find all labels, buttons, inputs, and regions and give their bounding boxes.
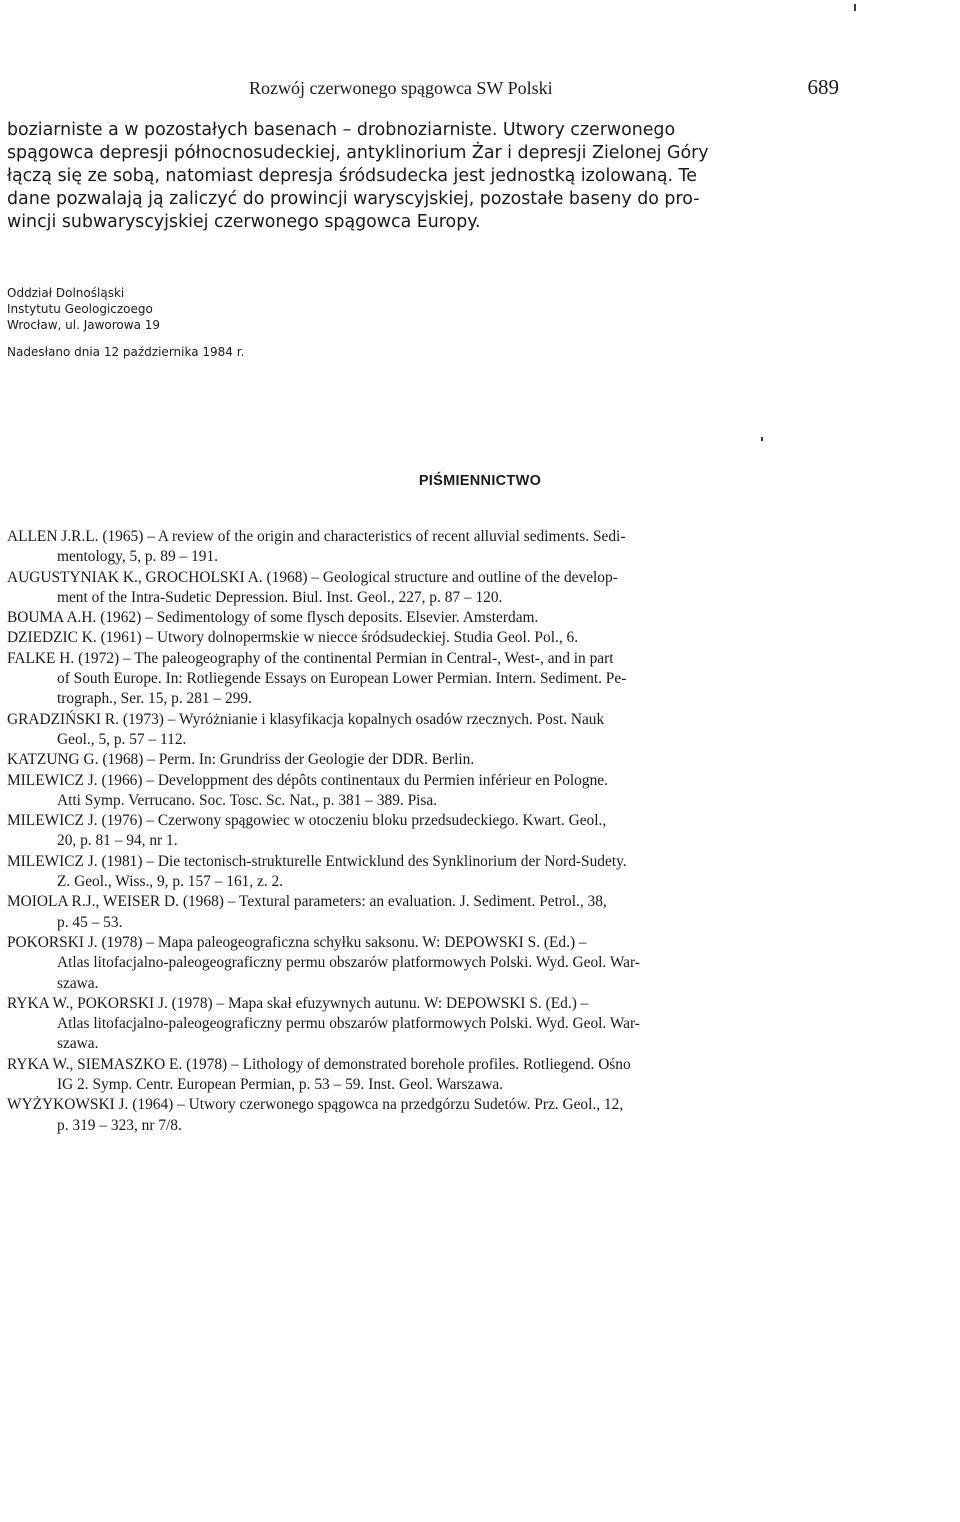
reference-entry	[7, 628, 837, 648]
reference-entry	[7, 527, 837, 568]
running-title: Rozwój czerwonego spągowca SW Polski	[249, 78, 553, 98]
scan-speck	[854, 4, 856, 11]
reference-line: mentology, 5, p. 89 – 191.	[57, 548, 219, 566]
reference-entry	[7, 811, 837, 852]
reference-entry	[7, 892, 837, 933]
reference-line: GRADZIŃSKI R. (1973) – Wyróżnianie i klasyfikacja kopalnych osadów rzecznych. Post. Nauk	[7, 710, 605, 728]
reference-entry	[7, 710, 837, 751]
reference-line: p. 45 – 53.	[57, 913, 123, 931]
reference-entry	[7, 608, 837, 628]
body-line: boziarniste a w pozostałych basenach – drobnoziarniste. Utwory czerwonego	[7, 120, 676, 140]
reference-line: Geol., 5, p. 57 – 112.	[57, 730, 187, 748]
body-line: wincji subwaryscyjskiej czerwonego spągowca Europy.	[7, 212, 481, 232]
body-paragraph	[7, 119, 840, 234]
reference-line: MILEWICZ J. (1981) – Die tectonisch-strukturelle Entwicklund des Synklinorium der Nord-Sudety.	[7, 852, 627, 870]
address-line: Oddział Dolnośląski	[7, 286, 125, 300]
reference-entry	[7, 649, 837, 710]
reference-entry	[7, 750, 837, 770]
reference-line: Atlas litofacjalno-paleogeograficzny permu obszarów platformowych Polski. Wyd. Geol. War-	[57, 954, 640, 972]
reference-line: RYKA W., POKORSKI J. (1978) – Mapa skał efuzywnych autunu. W: DEPOWSKI S. (Ed.) –	[7, 994, 589, 1012]
body-line: łączą się ze sobą, natomiast depresja śródsudecka jest jednostką izolowaną. Te	[7, 166, 697, 186]
reference-entry	[7, 933, 837, 994]
reference-line: MILEWICZ J. (1966) – Developpment des dépôts continentaux du Permien inférieur en Pologne.	[7, 771, 608, 789]
reference-line: szawa.	[57, 974, 99, 992]
reference-line: MOIOLA R.J., WEISER D. (1968) – Textural parameters: an evaluation. J. Sediment. Petrol., 38,	[7, 893, 607, 911]
reference-line: POKORSKI J. (1978) – Mapa paleogeograficzna schyłku saksonu. W: DEPOWSKI S. (Ed.) –	[7, 933, 587, 951]
body-line: dane pozwalają ją zaliczyć do prowincji waryscyjskiej, pozostałe baseny do pro-	[7, 189, 700, 209]
reference-line: Atlas litofacjalno-paleogeograficzny permu obszarów platformowych Polski. Wyd. Geol. War-	[57, 1015, 640, 1033]
reference-line: BOUMA A.H. (1962) – Sedimentology of some flysch deposits. Elsevier. Amsterdam.	[7, 609, 539, 627]
reference-entry	[7, 852, 837, 893]
reference-entry	[7, 568, 837, 609]
reference-line: DZIEDZIC K. (1961) – Utwory dolnopermskie w niecce śródsudeckiej. Studia Geol. Pol., 6.	[7, 629, 579, 647]
references-list	[7, 527, 837, 1136]
reference-line: szawa.	[57, 1035, 99, 1053]
reference-line: MILEWICZ J. (1976) – Czerwony spągowiec w otoczeniu bloku przedsudeckiego. Kwart. Geol.,	[7, 812, 607, 830]
reference-entry	[7, 1095, 837, 1136]
scan-speck	[761, 437, 763, 441]
received-date: Nadesłano dnia 12 października 1984 r.	[7, 345, 245, 359]
reference-line: KATZUNG G. (1968) – Perm. In: Grundriss der Geologie der DDR. Berlin.	[7, 751, 475, 769]
body-line: spągowca depresji północnosudeckiej, antyklinorium Żar i depresji Zielonej Góry	[7, 143, 709, 163]
reference-entry	[7, 771, 837, 812]
reference-line: AUGUSTYNIAK K., GROCHOLSKI A. (1968) – Geological structure and outline of the develop-	[7, 568, 618, 586]
page-number: 689	[807, 75, 839, 99]
address-line: Wrocław, ul. Jaworowa 19	[7, 318, 161, 332]
reference-line: trograph., Ser. 15, p. 281 – 299.	[57, 690, 252, 708]
reference-line: of South Europe. In: Rotliegende Essays on European Lower Permian. Intern. Sediment. Pe-	[57, 670, 627, 688]
author-address	[7, 285, 160, 333]
reference-line: RYKA W., SIEMASZKO E. (1978) – Lithology of demonstrated borehole profiles. Rotliegend. Ośno	[7, 1055, 631, 1073]
reference-line: WYŻYKOWSKI J. (1964) – Utwory czerwonego spągowca na przedgórzu Sudetów. Prz. Geol., 12,	[7, 1096, 624, 1114]
reference-line: FALKE H. (1972) – The paleogeography of the continental Permian in Central-, West-, and in part	[7, 649, 614, 667]
reference-line: ment of the Intra-Sudetic Depression. Biul. Inst. Geol., 227, p. 87 – 120.	[57, 588, 503, 606]
references-heading: PIŚMIENNICTWO	[418, 473, 542, 489]
reference-line: IG 2. Symp. Centr. European Permian, p. 53 – 59. Inst. Geol. Warszawa.	[57, 1076, 504, 1094]
reference-line: Z. Geol., Wiss., 9, p. 157 – 161, z. 2.	[57, 873, 284, 891]
reference-line: 20, p. 81 – 94, nr 1.	[57, 832, 178, 850]
reference-entry	[7, 994, 837, 1055]
address-line: Instytutu Geologiczoego	[7, 302, 153, 316]
reference-entry	[7, 1055, 837, 1096]
reference-line: Atti Symp. Verrucano. Soc. Tosc. Sc. Nat., p. 381 – 389. Pisa.	[57, 791, 438, 809]
reference-line: ALLEN J.R.L. (1965) – A review of the origin and characteristics of recent alluvial sediments. Sedi-	[7, 528, 626, 545]
running-head	[249, 75, 839, 104]
reference-line: p. 319 – 323, nr 7/8.	[57, 1116, 182, 1134]
